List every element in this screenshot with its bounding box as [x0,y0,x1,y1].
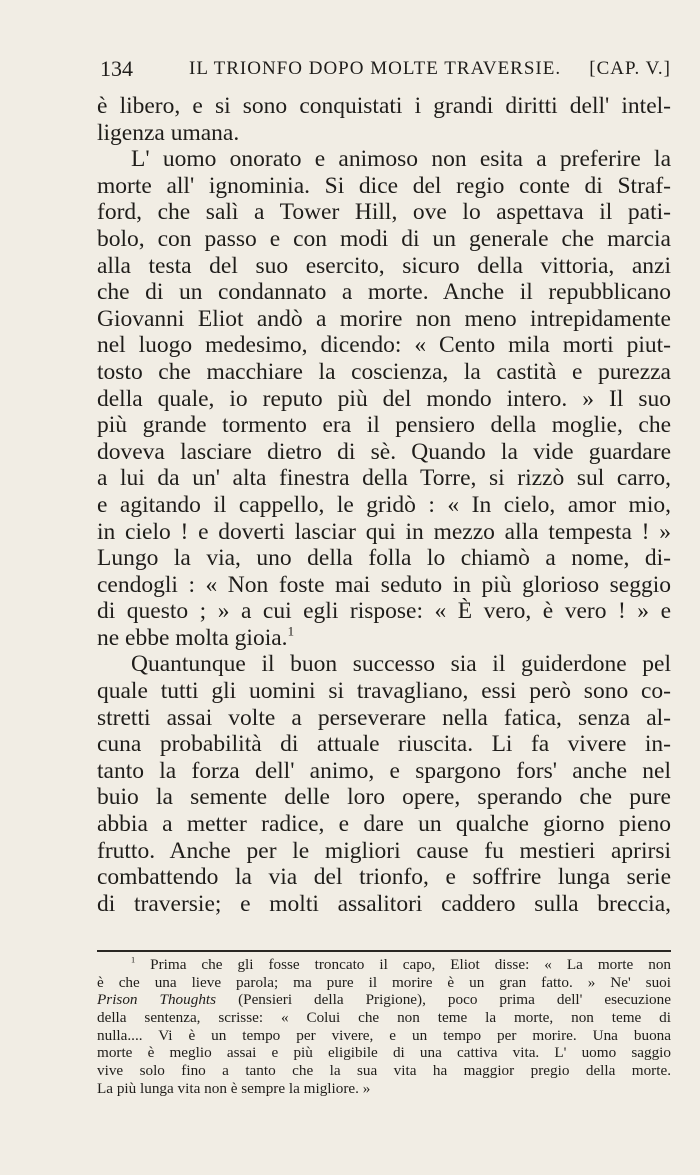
running-head [97,54,671,84]
footnote-line: nulla.... Vi è un tempo per vivere, e un tempo per morire. Una buona [97,1026,671,1044]
footnote [97,956,671,1098]
text-line-with-footnote-ref [97,625,671,652]
text-line: ligenza umana. [97,119,240,146]
text-line: cuna probabilità di attuale riuscita. Li fa vivere in- [97,731,671,758]
footnote-text: (Pensieri della Prigione), poco prima dell' esecuzione [216,991,671,1009]
text-line: in cielo ! e doverti lasciar qui in mezzo alla tempesta ! » [97,518,671,545]
text-line: frutto. Anche per le migliori cause fu mestieri aprirsi [97,837,671,864]
text-line: ford, che salì a Tower Hill, ove lo aspettava il pati- [97,199,671,226]
footnote-marker: 1 [131,955,136,965]
chapter-label: [CAP. V.] [589,58,671,79]
text-line: bolo, con passo e con modi di un generale che marcia [97,225,671,252]
book-title-italic: Prison Thoughts [97,991,217,1009]
text-line: combattendo la via del trionfo, e soffrire lunga serie [97,864,671,891]
footnote-line [97,991,671,1009]
footnote-line: vive solo fino a tanto che la sua vita ha maggior pregio della morte. [97,1062,671,1080]
text-line: più grande tormento era il pensiero della moglie, che [97,412,671,439]
text-line: ne ebbe molta gioia. [97,624,288,651]
text-line: nel luogo medesimo, dicendo: « Cento mila morti piut- [97,332,671,359]
footnote-reference[interactable]: 1 [287,623,295,639]
text-line: della quale, io reputo più del mondo intero. » Il suo [97,385,671,412]
footnote-line [97,956,671,974]
text-line: quale tutti gli uomini si travagliano, essi però sono co- [97,678,671,705]
text-line: di questo ; » a cui egli rispose: « È vero, è vero ! » e [97,598,671,625]
text-line: tosto che macchiare la coscienza, la castità e purezza [97,358,671,385]
footnote-line: La più lunga vita non è sempre la migliore. » [97,1079,371,1097]
text-line: alla testa del suo esercito, sicuro della vittoria, anzi [97,252,671,279]
text-line: L' uomo onorato e animoso non esita a preferire la [131,146,671,173]
text-line: Lungo la via, uno della folla lo chiamò a nome, di- [97,545,671,572]
text-line: Quantunque il buon successo sia il guiderdone pel [131,651,671,678]
text-line: morte all' ignominia. Si dice del regio conte di Straf- [97,172,671,199]
text-line: a lui da un' alta finestra della Torre, si rizzò sul carro, [97,465,671,492]
text-line: tanto la forza dell' animo, e spargono fors' anche nel [97,757,671,784]
page-number: 134 [100,56,133,81]
footnote-line: della sentenza, scrisse: « Colui che non teme la morte, non teme di [97,1009,671,1027]
footnote-line: morte è meglio assai e più eligibile di una cattiva vita. L' uomo saggio [97,1044,671,1062]
text-line: che di un condannato a morte. Anche il repubblicano [97,279,671,306]
text-line: abbia a metter radice, e dare un qualche giorno pieno [97,811,671,838]
running-title: IL TRIONFO DOPO MOLTE TRAVERSIE. [189,58,562,79]
text-line: doveva lasciare dietro di sè. Quando la vide guardare [97,438,671,465]
footnote-divider [97,950,671,952]
text-line: stretti assai volte a perseverare nella fatica, senza al- [97,704,671,731]
text-line: e agitando il cappello, le gridò : « In cielo, amor mio, [97,491,671,518]
text-line: buio la semente delle loro opere, sperando che pure [97,784,671,811]
text-line: cendogli : « Non foste mai seduto in più glorioso seggio [97,571,671,598]
footnote-text: Prima che gli fosse troncato il capo, Eliot disse: « La morte non [150,956,672,973]
footnote-line: è che una lieve parola; ma pure il morire è un gran fatto. » Ne' suoi [97,973,671,991]
text-line: è libero, e si sono conquistati i grandi diritti dell' intel- [97,93,671,119]
text-line: di traversie; e molti assalitori caddero sulla breccia, [97,890,671,917]
text-line: Giovanni Eliot andò a morire non meno intrepidamente [97,305,671,332]
body-text [97,93,671,917]
